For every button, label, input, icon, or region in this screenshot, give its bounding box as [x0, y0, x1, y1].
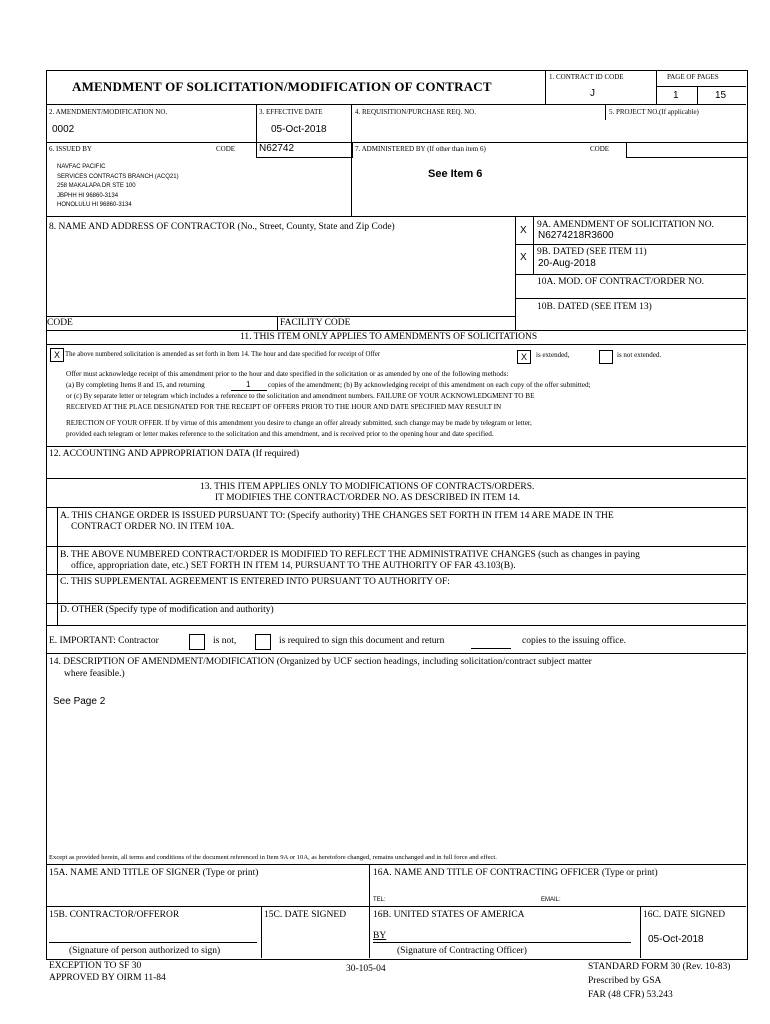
extended-text: is extended,: [536, 351, 570, 359]
item13-b-line1: B. THE ABOVE NUMBERED CONTRACT/ORDER IS MODIFIED TO REFLECT THE ADMINISTRATIVE CHANGES (such as changes in paying: [60, 550, 640, 560]
effective-date-label: 3. EFFECTIVE DATE: [259, 108, 323, 116]
contractor-offeror-label: 15B. CONTRACTOR/OFFEROR: [49, 910, 180, 920]
is-required-text: is required to sign this document and return: [279, 636, 445, 646]
effective-date: 05-Oct-2018: [271, 124, 327, 135]
extended-checkbox[interactable]: X: [517, 350, 531, 364]
administered-value: See Item 6: [428, 168, 483, 180]
form-number: 30-105-04: [346, 964, 386, 974]
facility-code-label: FACILITY CODE: [280, 318, 351, 328]
item14-label-2: where feasible.): [64, 669, 125, 679]
requisition-label: 4. REQUISITION/PURCHASE REQ. NO.: [355, 108, 476, 116]
by-label: BY: [373, 931, 387, 941]
tel-label: TEL:: [373, 897, 386, 903]
not-extended-text: is not extended.: [617, 351, 662, 359]
sig-person-caption: (Signature of person authorized to sign): [69, 946, 221, 956]
issued-by-label: 6. ISSUED BY: [49, 145, 92, 153]
contractor-code-label: CODE: [47, 318, 73, 328]
administered-by-label: 7. ADMINISTERED BY (If other than item 6): [355, 145, 486, 153]
is-required-checkbox[interactable]: [255, 634, 271, 650]
item11-para-6: provided each telegram or letter makes reference to the solicitation and this amendment, and is received prior to the opening hour and date specified.: [66, 430, 494, 438]
signer-name-label: 15A. NAME AND TITLE OF SIGNER (Type or print): [49, 868, 259, 878]
item11-para-1: Offer must acknowledge receipt of this amendment prior to the hour and date specified in the solicitation or as amended by one of the following methods:: [66, 370, 509, 378]
email-label: EMAIL:: [541, 897, 561, 903]
exception-text: EXCEPTION TO SF 30: [49, 961, 142, 971]
sig-officer-caption: (Signature of Contracting Officer): [397, 946, 527, 956]
item14-footer-note: Except as provided herein, all terms and conditions of the document referenced in Item 9A or 10A, as heretofore changed, remains unchanged and in full force and effect.: [49, 854, 497, 861]
prescribed-text: Prescribed by GSA: [588, 976, 662, 986]
contract-id-code-label: 1. CONTRACT ID CODE: [549, 73, 624, 81]
item13-a-line1: A. THIS CHANGE ORDER IS ISSUED PURSUANT TO: (Specify authority) THE CHANGES SET FORTH IN ITEM 14 ARE MADE IN THE: [60, 511, 614, 521]
amendment-no-label: 2. AMENDMENT/MODIFICATION NO.: [49, 108, 168, 116]
item14-value: See Page 2: [53, 696, 106, 707]
item11-para-2a: (a) By completing Items 8 and 15, and returning: [66, 381, 205, 389]
mark-9a: X: [520, 225, 527, 236]
label-10b: 10B. DATED (SEE ITEM 13): [537, 302, 652, 312]
label-10a: 10A. MOD. OF CONTRACT/ORDER NO.: [537, 277, 705, 287]
issuer-address: NAVFAC PACIFIC SERVICES CONTRACTS BRANCH (ACQ21) 258 MAKALAPA DR STE 100 JBPHH HI 96860-3134 HONOLULU HI 96860-3134: [57, 164, 179, 209]
contract-id-code: J: [590, 88, 595, 99]
issued-code-label: CODE: [216, 145, 236, 153]
copies-issuing-text: copies to the issuing office.: [522, 636, 627, 646]
item13-a-line2: CONTRACT ORDER NO. IN ITEM 10A.: [71, 522, 235, 532]
amended-checkbox[interactable]: X: [50, 348, 64, 362]
value-9b: 20-Aug-2018: [538, 258, 596, 269]
project-no-label: 5. PROJECT NO.(If applicable): [609, 108, 699, 116]
date-signed-15c-label: 15C. DATE SIGNED: [264, 910, 347, 920]
standard-form-text: STANDARD FORM 30 (Rev. 10-83): [588, 962, 731, 972]
item13-b-line2: office, appropriation date, etc.) SET FORTH IN ITEM 14, PURSUANT TO THE AUTHORITY OF FAR 43.103(B).: [71, 561, 516, 571]
form-title: AMENDMENT OF SOLICITATION/MODIFICATION OF CONTRACT: [72, 79, 492, 94]
item11-para-4: RECEIVED AT THE PLACE DESIGNATED FOR THE RECEIPT OF OFFERS PRIOR TO THE HOUR AND DATE SPECIFIED MAY RESULT IN: [66, 403, 502, 411]
issued-code: N62742: [259, 143, 295, 154]
is-not-text: is not,: [213, 636, 237, 646]
mark-9b: X: [520, 252, 527, 263]
copies-count: 1: [246, 380, 251, 389]
item11-para-3: or (c) By separate letter or telegram which includes a reference to the solicitation and amendment numbers. FAILURE OF YOUR ACKNOWLEDGMENT TO BE: [66, 392, 535, 400]
item14-label-1: 14. DESCRIPTION OF AMENDMENT/MODIFICATION (Organized by UCF section headings, including solicitation/contract subject matter: [49, 657, 592, 667]
far-text: FAR (48 CFR) 53.243: [588, 990, 673, 1000]
amendment-no: 0002: [52, 124, 75, 135]
item11-heading: 11. THIS ITEM ONLY APPLIES TO AMENDMENTS OF SOLICITATIONS: [240, 332, 538, 342]
item11-para-2b: copies of the amendment; (b) By acknowledging receipt of this amendment on each copy of the offer submitted;: [268, 381, 591, 389]
admin-code-label: CODE: [590, 145, 610, 153]
officer-name-label: 16A. NAME AND TITLE OF CONTRACTING OFFICER (Type or print): [373, 868, 658, 878]
admin-code-box: [626, 142, 748, 158]
item13-heading-1: 13. THIS ITEM APPLIES ONLY TO MODIFICATIONS OF CONTRACTS/ORDERS.: [200, 482, 535, 492]
item13-c: C. THIS SUPPLEMENTAL AGREEMENT IS ENTERED INTO PURSUANT TO AUTHORITY OF:: [60, 577, 450, 587]
page-number: 1: [673, 90, 679, 101]
item12-label: 12. ACCOUNTING AND APPROPRIATION DATA (If required): [49, 449, 300, 459]
important-label: E. IMPORTANT: Contractor: [49, 636, 159, 646]
date-signed-16c-label: 16C. DATE SIGNED: [643, 910, 726, 920]
not-extended-checkbox[interactable]: [599, 350, 613, 364]
approved-text: APPROVED BY OIRM 11-84: [49, 973, 166, 983]
item13-heading-2: IT MODIFIES THE CONTRACT/ORDER NO. AS DESCRIBED IN ITEM 14.: [215, 493, 520, 503]
amended-text: The above numbered solicitation is amended as set forth in Item 14. The hour and date specified for receipt of Offer: [65, 351, 381, 358]
item11-para-5: REJECTION OF YOUR OFFER. If by virtue of this amendment you desire to change an offer already submitted, such change may be made by telegram or letter,: [66, 419, 532, 427]
date-signed-16c: 05-Oct-2018: [648, 934, 704, 945]
value-9a: N6274218R3600: [538, 230, 614, 241]
usa-label: 16B. UNITED STATES OF AMERICA: [373, 910, 525, 920]
page-of-pages-label: PAGE OF PAGES: [667, 73, 719, 81]
page-count: 15: [715, 90, 727, 101]
label-9a: 9A. AMENDMENT OF SOLICITATION NO.: [537, 220, 714, 230]
is-not-checkbox[interactable]: [189, 634, 205, 650]
label-9b: 9B. DATED (SEE ITEM 11): [537, 247, 647, 257]
item13-d: D. OTHER (Specify type of modification and authority): [60, 605, 274, 615]
contractor-address-label: 8. NAME AND ADDRESS OF CONTRACTOR (No., Street, County, State and Zip Code): [49, 222, 395, 232]
